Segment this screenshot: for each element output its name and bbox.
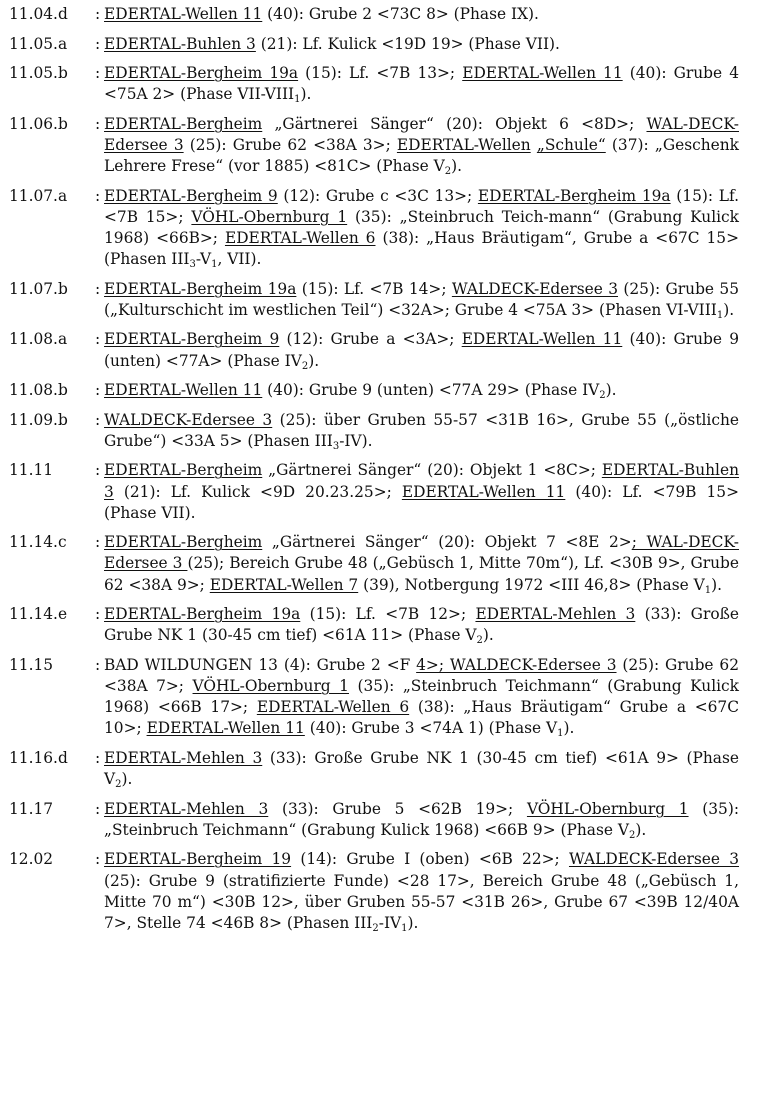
entry-text-segment: (25): Grube 62 <38A 7>; bbox=[104, 655, 739, 696]
entry-text bbox=[104, 114, 739, 178]
entry-text-segment: -IV bbox=[378, 913, 402, 932]
entry-text-segment: ). bbox=[563, 719, 575, 738]
entry-separator: : bbox=[95, 34, 101, 53]
site-reference: EDERTAL-Buhlen 3 bbox=[104, 461, 739, 501]
entry-separator: : bbox=[95, 850, 101, 869]
site-reference: ; WAL-DECK-Edersee 3 bbox=[104, 533, 740, 573]
phase-subscript: 2 bbox=[599, 390, 606, 402]
entry-text-segment: (38): „Haus Bräutigam“, Grube a <67C 15> (Phasen III bbox=[104, 229, 739, 269]
entry-separator: : bbox=[95, 533, 101, 552]
entry-text-segment: ). bbox=[407, 913, 419, 932]
entry-separator: : bbox=[95, 5, 101, 23]
site-reference: EDERTAL-Bergheim 19a bbox=[104, 64, 299, 82]
phase-subscript: 1 bbox=[716, 309, 724, 321]
entry-text-segment: (25): Grube 62 <38A 3>; bbox=[183, 135, 397, 154]
entry-code: 11.14.c bbox=[9, 533, 67, 552]
site-reference: EDERTAL-Bergheim 19a bbox=[477, 186, 671, 205]
entry-text-segment: „Gärtnerei Sänger“ (20): Objekt 7 <8E 2> bbox=[262, 533, 632, 552]
site-reference: EDERTAL-Wellen 6 bbox=[256, 698, 410, 717]
site-reference: EDERTAL-Wellen 11 bbox=[401, 482, 566, 501]
site-reference: WALDECK-Edersee 3 bbox=[104, 410, 273, 429]
site-reference: EDERTAL-Bergheim 19a bbox=[104, 279, 297, 298]
site-reference: EDERTAL-Wellen 11 bbox=[462, 64, 623, 82]
entry-text-segment: (25): Grube 9 (stratifizierte Funde) <28 17>, Bereich Grube 48 („Gebüsch 1, Mitte 70 m“) <30B 12>, über Gruben 55-57 <31B 26>, Grube 67 <39B 12/40A 7>, Stelle 74 <46B 8> (Phasen III bbox=[104, 871, 739, 932]
site-reference: EDERTAL-Wellen bbox=[396, 135, 531, 154]
entry-text bbox=[104, 329, 739, 371]
site-reference: EDERTAL-Wellen 11 bbox=[461, 330, 623, 349]
entry-text-segment: (25): Grube 55 („Kulturschicht im westlichen Teil“) <32A>; Grube 4 <75A 3> (Phasen VI-VIII bbox=[104, 279, 739, 319]
phase-subscript: 2 bbox=[476, 635, 483, 647]
site-reference: EDERTAL-Buhlen 3 bbox=[104, 34, 256, 53]
entry-text bbox=[104, 849, 739, 934]
phase-subscript: 3 bbox=[189, 259, 196, 271]
entry-code: 11.08.a bbox=[9, 330, 68, 349]
catalog-entry bbox=[9, 329, 739, 371]
entry-text-segment: ). bbox=[300, 85, 312, 104]
entry-text-segment: (35): „Steinbruch Teichmann“ (Grabung Kulick 1968) <66B 9> (Phase V bbox=[104, 799, 740, 839]
entry-text-segment: (15): Lf. <7B 12>; bbox=[300, 605, 476, 624]
site-reference: EDERTAL-Bergheim 19a bbox=[104, 605, 301, 624]
site-reference: EDERTAL-Wellen 11 bbox=[104, 381, 263, 400]
phase-subscript: 2 bbox=[444, 166, 452, 178]
entry-code: 11.05.b bbox=[9, 64, 68, 82]
catalog-entry bbox=[9, 799, 739, 841]
phase-subscript: 1 bbox=[294, 94, 301, 106]
entry-text bbox=[104, 532, 739, 596]
entry-text-segment: (40): Lf. <79B 15> (Phase VII). bbox=[104, 482, 739, 522]
entry-code: 11.05.a bbox=[9, 34, 68, 53]
entry-text-segment: (15): Lf. <7B 13>; bbox=[298, 64, 463, 82]
site-reference: 4>; WALDECK-Edersee 3 bbox=[416, 655, 617, 674]
entry-text-segment: (33): Grube 5 <62B 19>; bbox=[268, 799, 527, 818]
entry-code: 11.04.d bbox=[9, 5, 68, 23]
site-reference: VÖHL-Obernburg 1 bbox=[192, 677, 349, 696]
phase-subscript: 3 bbox=[332, 440, 340, 452]
site-reference: EDERTAL-Bergheim 9 bbox=[104, 330, 280, 349]
entry-text-segment: (21): Lf. Kulick <9D 20.23.25>; bbox=[113, 482, 402, 501]
catalog-entry bbox=[9, 604, 739, 646]
entry-separator: : bbox=[95, 605, 101, 624]
entry-text bbox=[104, 748, 739, 790]
entry-text-segment: (15): Lf. <7B 15>; bbox=[104, 186, 740, 226]
entry-text-segment: BAD WILDUNGEN 13 (4): Grube 2 <F bbox=[104, 655, 417, 674]
site-reference: EDERTAL-Bergheim 19 bbox=[104, 850, 292, 869]
entry-separator: : bbox=[95, 748, 101, 767]
entry-text bbox=[104, 799, 739, 841]
entry-text-segment: (33): Große Grube NK 1 (30-45 cm tief) <61A 9> (Phase V bbox=[104, 748, 739, 789]
entry-text-segment: -V bbox=[195, 250, 212, 269]
catalog-entry bbox=[9, 34, 739, 55]
entry-text bbox=[104, 63, 739, 105]
site-reference: EDERTAL-Wellen 7 bbox=[209, 575, 359, 594]
entry-text bbox=[104, 34, 739, 55]
entry-code: 11.11 bbox=[9, 461, 63, 480]
entry-text-segment: ). bbox=[308, 351, 320, 370]
site-reference: WALDECK-Edersee 3 bbox=[568, 850, 739, 869]
entry-code: 11.07.a bbox=[9, 186, 68, 205]
catalog-entry bbox=[9, 849, 739, 934]
site-reference: EDERTAL-Mehlen 3 bbox=[475, 605, 636, 624]
site-reference: EDERTAL-Mehlen 3 bbox=[104, 799, 269, 818]
entry-text-segment: ). bbox=[635, 820, 647, 839]
entry-text bbox=[104, 410, 739, 452]
phase-subscript: 2 bbox=[115, 779, 122, 791]
catalog-entry bbox=[9, 532, 739, 596]
entry-separator: : bbox=[95, 279, 101, 298]
entry-text-segment: (39), Notbergung 1972 <III 46,8> (Phase V bbox=[358, 575, 705, 594]
entry-text-segment: (12): Grube a <3A>; bbox=[279, 330, 462, 349]
catalog-entry bbox=[9, 460, 739, 524]
entry-text-segment: (15): Lf. <7B 14>; bbox=[296, 279, 452, 298]
entry-text bbox=[104, 655, 739, 740]
entry-text-segment: (40): Grube 9 (unten) <77A> (Phase IV bbox=[104, 330, 739, 370]
entry-text bbox=[104, 279, 739, 321]
entry-code: 11.08.b bbox=[9, 381, 68, 400]
site-reference: VÖHL-Obernburg 1 bbox=[526, 799, 689, 818]
entry-text bbox=[104, 604, 739, 646]
site-reference: VÖHL-Obernburg 1 bbox=[191, 207, 348, 226]
phase-subscript: 2 bbox=[301, 360, 309, 372]
catalog-entry bbox=[9, 410, 739, 452]
entry-text-segment: (14): Grube I (oben) <6B 22>; bbox=[291, 850, 569, 869]
entry-code: 11.15 bbox=[9, 655, 63, 674]
entry-text-segment: (35): „Steinbruch Teich-mann“ (Grabung Kulick 1968) <66B>; bbox=[104, 207, 740, 248]
phase-subscript: 2 bbox=[372, 922, 379, 934]
entry-text-segment: (37): „Geschenk Lehrere Frese“ (vor 1885) <81C> (Phase V bbox=[104, 135, 739, 176]
entry-separator: : bbox=[95, 381, 101, 400]
entry-text-segment: ). bbox=[121, 770, 133, 789]
entry-separator: : bbox=[95, 330, 101, 349]
entry-text bbox=[104, 460, 739, 524]
entry-text-segment: (12): Grube c <3C 13>; bbox=[277, 186, 478, 205]
entry-text-segment: (40): Grube 4 <75A 2> (Phase VII-VIII bbox=[104, 64, 739, 104]
site-reference: WALDECK-Edersee 3 bbox=[451, 279, 619, 298]
entry-code: 11.16.d bbox=[9, 748, 68, 767]
entry-code: 11.09.b bbox=[9, 410, 68, 429]
entry-separator: : bbox=[95, 655, 101, 674]
entry-text-segment: (40): Grube 3 <74A 1) (Phase V bbox=[304, 719, 558, 738]
phase-subscript: 1 bbox=[211, 259, 218, 271]
site-reference: EDERTAL-Mehlen 3 bbox=[104, 748, 263, 767]
entry-text-segment: (33): Große Grube NK 1 (30-45 cm tief) <61A 11> (Phase V bbox=[104, 605, 739, 645]
catalog-entry bbox=[9, 186, 739, 271]
entry-text-segment: ). bbox=[723, 300, 735, 319]
entry-text-segment: , VII). bbox=[217, 250, 262, 269]
entry-code: 11.14.e bbox=[9, 605, 68, 624]
entry-separator: : bbox=[95, 410, 101, 429]
entry-text-segment: ). bbox=[605, 381, 617, 400]
catalog-entry bbox=[9, 114, 739, 178]
site-reference: EDERTAL-Wellen 6 bbox=[224, 229, 376, 248]
entry-separator: : bbox=[95, 799, 101, 818]
catalog-entry bbox=[9, 63, 739, 105]
entry-text-segment: (38): „Haus Bräutigam“ Grube a <67C 10>; bbox=[104, 698, 739, 738]
entry-text bbox=[104, 186, 739, 271]
entry-separator: : bbox=[95, 186, 101, 205]
site-reference: EDERTAL-Wellen 11 bbox=[146, 719, 305, 738]
entry-separator: : bbox=[95, 461, 101, 480]
entry-text-segment: (21): Lf. Kulick <19D 19> (Phase VII). bbox=[255, 34, 560, 53]
site-reference: EDERTAL-Bergheim 9 bbox=[104, 186, 278, 205]
entry-text-segment: (40): Grube 9 (unten) <77A 29> (Phase IV bbox=[262, 381, 600, 400]
site-reference: „Schule“ bbox=[536, 135, 606, 154]
entry-code: 11.06.b bbox=[9, 114, 68, 133]
entry-text-segment: (40): Grube 2 <73C 8> (Phase IX). bbox=[262, 5, 539, 23]
site-reference: EDERTAL-Wellen 11 bbox=[104, 5, 263, 23]
entry-separator: : bbox=[95, 114, 101, 133]
entry-code: 11.07.b bbox=[9, 279, 68, 298]
entry-text-segment: ). bbox=[451, 157, 463, 176]
entry-text-segment: (35): „Steinbruch Teichmann“ (Grabung Kulick 1968) <66B 17>; bbox=[104, 677, 740, 717]
catalog-entry bbox=[9, 748, 739, 790]
document-page bbox=[9, 4, 739, 942]
phase-subscript: 2 bbox=[628, 829, 636, 841]
entry-code: 11.17 bbox=[9, 799, 63, 818]
catalog-entry bbox=[9, 380, 739, 401]
phase-subscript: 1 bbox=[401, 922, 408, 934]
site-reference: EDERTAL-Bergheim bbox=[104, 114, 263, 133]
site-reference: EDERTAL-Bergheim bbox=[104, 461, 263, 480]
entry-text-segment: „Gärtnerei Sänger“ (20): Objekt 6 <8D>; bbox=[262, 114, 647, 133]
entry-text-segment: (25); Bereich Grube 48 („Gebüsch 1, Mitte 70m“), Lf. <30B 9>, Grube 62 <38A 9>; bbox=[104, 554, 739, 594]
entry-text bbox=[104, 380, 739, 401]
entry-text bbox=[104, 4, 739, 25]
catalog-entry bbox=[9, 279, 739, 321]
entry-separator: : bbox=[95, 64, 101, 82]
catalog-entry bbox=[9, 655, 739, 740]
entry-text-segment: ). bbox=[482, 626, 494, 645]
entry-text-segment: ). bbox=[711, 575, 723, 594]
site-reference: WAL-DECK-Edersee 3 bbox=[104, 114, 739, 154]
catalog-entry bbox=[9, 4, 739, 25]
site-reference: EDERTAL-Bergheim bbox=[104, 533, 263, 552]
phase-subscript: 1 bbox=[557, 728, 564, 740]
phase-subscript: 1 bbox=[704, 584, 712, 596]
entry-text-segment: „Gärtnerei Sänger“ (20): Objekt 1 <8C>; bbox=[262, 461, 602, 480]
entry-text-segment: (25): über Gruben 55-57 <31B 16>, Grube 55 („östliche Grube“) <33A 5> (Phasen III bbox=[104, 410, 739, 450]
entry-text-segment: -IV). bbox=[339, 431, 373, 450]
entry-code: 12.02 bbox=[9, 850, 63, 869]
